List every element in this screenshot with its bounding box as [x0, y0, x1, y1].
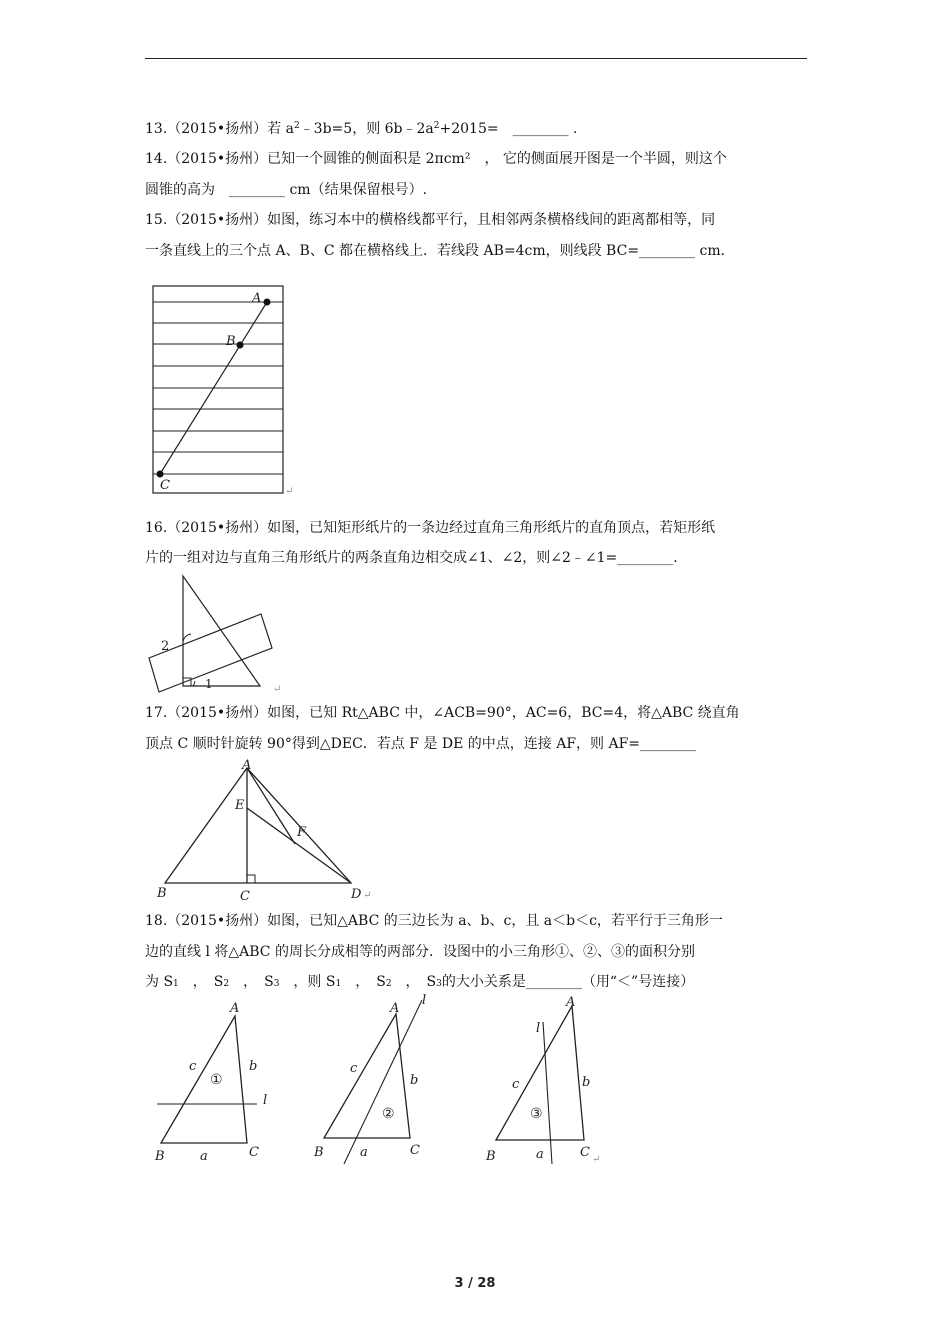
q15-figure — [145, 278, 305, 498]
svg-text:l: l — [536, 1021, 541, 1036]
point-a — [264, 299, 271, 306]
q18-line2: 边的直线 l 将△ABC 的周长分成相等的两部分．设图中的小三角形①、②、③的面积分别 — [145, 944, 695, 960]
q17-figure — [145, 758, 385, 903]
svg-text:A: A — [566, 995, 576, 1010]
q18-figure-2 — [310, 992, 460, 1168]
header-rule — [145, 58, 807, 59]
q18-figure-3 — [480, 992, 630, 1168]
svg-text:c: c — [189, 1059, 197, 1074]
svg-text:A: A — [242, 758, 252, 773]
q17-line1: 17.（2015•扬州）如图，已知 Rt△ABC 中，∠ACB=90°，AC=6，BC=4，将△ABC 绕直角 — [145, 705, 740, 721]
svg-text:B: B — [486, 1149, 496, 1164]
q15-line2: 一条直线上的三个点 A、B、C 都在横格线上．若线段 AB=4cm，则线段 BC=________ cm． — [145, 243, 735, 259]
svg-text:B: B — [155, 1149, 165, 1164]
svg-text:A: A — [252, 291, 262, 306]
svg-text:F: F — [297, 825, 307, 840]
point-b — [237, 342, 244, 349]
svg-text:C: C — [160, 478, 170, 493]
svg-text:b: b — [582, 1075, 591, 1090]
svg-text:B: B — [314, 1145, 324, 1160]
svg-text:C: C — [580, 1145, 590, 1160]
q14-line1: 14.（2015•扬州）已知一个圆锥的侧面积是 2πcm² ， 它的侧面展开图是一个半圆，则这个 — [145, 151, 727, 167]
q14-line2: 圆锥的高为 ________ cm（结果保留根号）. — [145, 182, 428, 198]
svg-text:③: ③ — [530, 1106, 543, 1122]
svg-text:D: D — [351, 887, 362, 902]
q17-line2: 顶点 C 顺时针旋转 90°得到△DEC．若点 F 是 DE 的中点，连接 AF，则 AF=________ — [145, 736, 697, 752]
svg-text:a: a — [200, 1149, 208, 1164]
svg-text:b: b — [249, 1059, 258, 1074]
svg-text:B: B — [226, 334, 236, 349]
svg-text:2: 2 — [161, 639, 170, 654]
q16-line2: 片的一组对边与直角三角形纸片的两条直角边相交成∠1、∠2，则∠2﹣∠1=________． — [145, 550, 688, 566]
q16-line1: 16.（2015•扬州）如图，已知矩形纸片的一条边经过直角三角形纸片的直角顶点，若矩形纸 — [145, 520, 716, 536]
svg-text:1: 1 — [205, 677, 213, 691]
svg-text:B: B — [157, 886, 167, 901]
svg-text:A: A — [230, 1001, 240, 1016]
svg-text:c: c — [512, 1077, 520, 1092]
point-c — [157, 471, 164, 478]
q13-text: 13.（2015•扬州）若 $a^2﹣3b=5$，则 $6b﹣2a^2+2015=$ ________ . — [145, 121, 578, 137]
svg-text:c: c — [350, 1061, 358, 1076]
q16-figure — [145, 570, 305, 695]
q18-line3: 为 $S_1$ ， $S_2$ ， $S_3$ ，则 $S_1$ ， $S_2$ ， $S_3$的大小关系是________（用“＜”号连接） — [145, 974, 695, 990]
svg-text:l: l — [422, 993, 427, 1008]
svg-text:C: C — [249, 1145, 259, 1160]
svg-text:↵: ↵ — [273, 684, 282, 695]
q18-figure-1 — [145, 998, 295, 1168]
svg-text:↵: ↵ — [285, 486, 294, 497]
svg-text:②: ② — [382, 1106, 395, 1122]
svg-text:l: l — [263, 1093, 268, 1108]
svg-text:b: b — [410, 1073, 419, 1088]
page-number: 3 / 28 — [454, 1276, 496, 1291]
q15-line1: 15.（2015•扬州）如图，练习本中的横格线都平行，且相邻两条横格线间的距离都相等，同 — [145, 212, 716, 228]
svg-text:↵: ↵ — [592, 1154, 601, 1165]
svg-text:a: a — [536, 1147, 544, 1162]
svg-text:↵: ↵ — [363, 890, 372, 901]
svg-text:C: C — [240, 889, 250, 903]
svg-text:C: C — [410, 1143, 420, 1158]
svg-text:A: A — [390, 1001, 400, 1016]
svg-text:E: E — [235, 798, 245, 813]
q18-line1: 18.（2015•扬州）如图，已知△ABC 的三边长为 a、b、c，且 a＜b＜c，若平行于三角形一 — [145, 913, 723, 929]
svg-text:①: ① — [210, 1072, 223, 1088]
svg-text:a: a — [360, 1145, 368, 1160]
